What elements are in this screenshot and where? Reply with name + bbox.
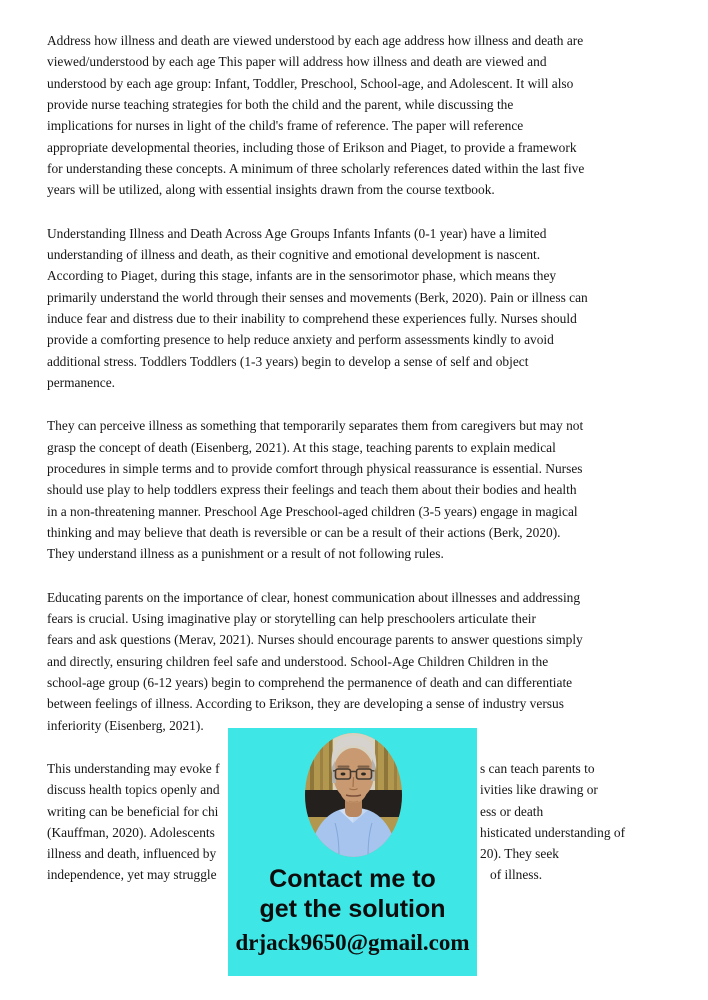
text-line: procedures in simple terms and to provide comfort through physical reassurance is essential. Nurses (47, 460, 583, 476)
text-line: induce fear and distress due to their inability to comprehend these experiences fully. Nurses should (47, 310, 577, 326)
contact-message (228, 864, 477, 924)
paragraph (47, 223, 647, 394)
text-fragment-left: independence, yet may struggle (47, 867, 217, 883)
text-fragment-left: This understanding may evoke f (47, 760, 220, 776)
text-line: Understanding Illness and Death Across Age Groups Infants Infants (0-1 year) have a limited (47, 225, 547, 241)
text-fragment-right: s can teach parents to (480, 760, 595, 776)
text-line: fears and ask questions (Merav, 2021). Nurses should encourage parents to answer questions simply (47, 632, 583, 648)
text-line: grasp the concept of death (Eisenberg, 2021). At this stage, teaching parents to explain medical (47, 439, 556, 455)
text-fragment-left: discuss health topics openly and (47, 782, 220, 798)
text-fragment-right: 20). They seek (480, 846, 559, 862)
text-line: Educating parents on the importance of clear, honest communication about illnesses and addressing (47, 589, 581, 605)
contact-line-1: Contact me to (269, 865, 436, 893)
text-line: school-age group (6-12 years) begin to comprehend the permanence of death and can differentiate (47, 674, 573, 690)
text-line: provide nurse teaching strategies for both the child and the parent, while discussing the (47, 96, 514, 112)
paragraph (47, 587, 647, 736)
text-line: fears is crucial. Using imaginative play or storytelling can help preschoolers articulate their (47, 610, 536, 626)
paragraph (47, 415, 647, 564)
text-fragment-right: ess or death (480, 803, 544, 819)
contact-email: drjack9650@gmail.com (235, 930, 470, 955)
text-line: in a non-threatening manner. Preschool Age Preschool-aged children (3-5 years) engage in magical (47, 503, 578, 519)
text-fragment-left: illness and death, influenced by (47, 846, 217, 862)
text-line: They can perceive illness as something that temporarily separates them from caregivers but may not (47, 418, 584, 434)
text-fragment-right: ivities like drawing or (480, 782, 598, 798)
promo-overlay (228, 728, 477, 976)
text-line: Address how illness and death are viewed understood by each age address how illness and death are (47, 33, 584, 48)
text-line: additional stress. Toddlers Toddlers (1-3 years) begin to develop a sense of self and object (47, 353, 529, 369)
text-line: appropriate developmental theories, including those of Erikson and Piaget, to provide a framework (47, 139, 577, 155)
text-line: According to Piaget, during this stage, infants are in the sensorimotor phase, which means they (47, 268, 557, 284)
text-line: and directly, ensuring children feel safe and understood. School-Age Children Children in the (47, 653, 549, 669)
text-line: years will be utilized, along with essential insights drawn from the course textbook. (47, 182, 495, 198)
text-line: for understanding these concepts. A minimum of three scholarly references dated within the last five (47, 160, 585, 176)
text-line: provide a comforting presence to help reduce anxiety and perform assessments kindly to avoid (47, 332, 554, 348)
text-fragment-right: histicated understanding of (480, 824, 626, 840)
text-fragment-left: writing can be beneficial for chi (47, 803, 219, 819)
text-line: thinking and may believe that death is reversible or can be a result of their actions (Berk, 2020). (47, 524, 561, 540)
text-line: inferiority (Eisenberg, 2021). (47, 717, 204, 733)
portrait-photo (305, 733, 402, 857)
text-line: between feelings of illness. According to Erikson, they are developing a sense of industry versus (47, 696, 564, 712)
text-line: implications for nurses in light of the child's frame of reference. The paper will reference (47, 118, 524, 134)
contact-line-2: get the solution (259, 895, 446, 923)
text-fragment-right: of illness. (490, 867, 543, 883)
paragraph (47, 30, 647, 201)
text-line: understanding of illness and death, as their cognitive and emotional development is nascent. (47, 246, 541, 262)
text-line: permanence. (47, 374, 116, 390)
text-line: They understand illness as a punishment or a result of not following rules. (47, 546, 444, 562)
text-line: understood by each age group: Infant, Toddler, Preschool, School-age, and Adolescent. It will also (47, 75, 574, 91)
text-fragment-left: (Kauffman, 2020). Adolescents (47, 824, 215, 840)
portrait-illustration (305, 733, 402, 857)
text-line: primarily understand the world through their senses and movements (Berk, 2020). Pain or illness can (47, 289, 588, 305)
text-line: viewed/understood by each age This paper will address how illness and death are viewed and (47, 54, 547, 70)
text-line: should use play to help toddlers express their feelings and teach them about their bodies and health (47, 482, 577, 498)
